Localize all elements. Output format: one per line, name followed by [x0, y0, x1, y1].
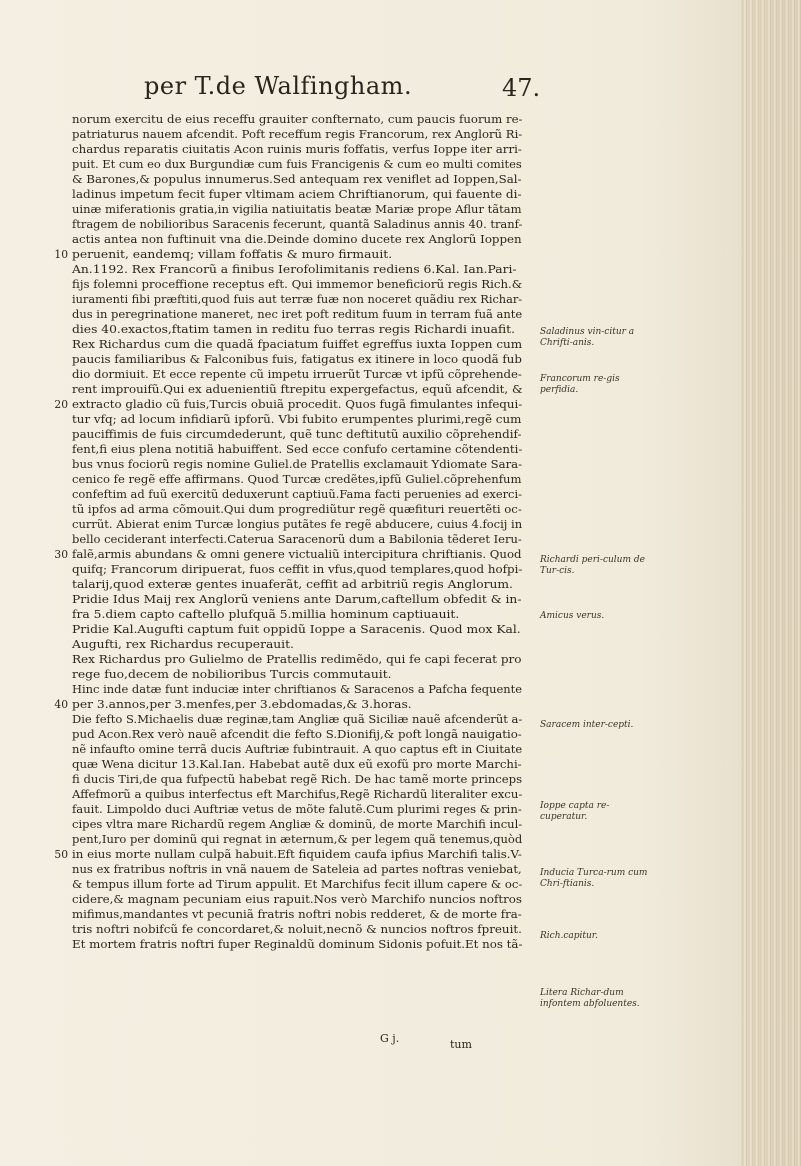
text-line: [54, 247, 522, 262]
text-line: [72, 802, 522, 817]
text-line: [54, 547, 522, 562]
line-text: chardus reparatis ciuitatis Acon ruinis muris foffatis, verfus Ioppe iter arri-: [72, 143, 522, 156]
line-text: nẽ infaufto omine terrã ducis Auftriæ fubintrauit. A quo captus eft in Ciuitate: [72, 743, 523, 756]
line-text: puit. Et cum eo dux Burgundiæ cum fuis Francigenis & cum eo multi comites: [72, 158, 522, 171]
line-text: quæ Wena dicitur 13.Kal.Ian. Habebat autẽ dux eũ exofũ pro morte Marchi-: [72, 758, 522, 771]
line-text: talarij,quod exteræ gentes inuaferãt, ceffit ad arbitriũ regis Anglorum.: [72, 578, 513, 591]
line-text: currũt. Abierat enim Turcæ longius putãtes fe regẽ abducere, cuius 4.focij in: [72, 518, 523, 531]
line-text: dus in peregrinatione maneret, nec iret poft reditum fuum in terram fuã ante: [72, 308, 523, 321]
line-text: tris noftri nobifcũ fe concordaret,& noluit,necnõ & nuncios noftros fpreuit.: [72, 923, 522, 936]
line-number: 30: [54, 548, 68, 561]
page-header: [140, 72, 700, 108]
line-text: fra 5.diem capto caftello plufquã 5.millia hominum captiuauit.: [72, 608, 460, 621]
text-line: [72, 667, 522, 682]
text-line: [72, 502, 522, 517]
text-line: [72, 577, 522, 592]
line-text: Et mortem fratris noftri fuper Reginaldũ dominum Sidonis pofuit.Et nos tã-: [72, 938, 523, 951]
line-text: norum exercitu de eius receffu grauiter confternato, cum paucis fuorum re-: [72, 113, 523, 126]
text-line: [54, 397, 523, 412]
text-line: [72, 607, 522, 622]
margin-note-rich: Rich.capitur.: [540, 931, 598, 941]
text-line: [72, 562, 522, 577]
text-line: [72, 142, 522, 157]
text-line: [72, 772, 522, 787]
line-text: fauit. Limpoldo duci Auftriæ vetus de mõte falutẽ.Cum plurimi reges & prin-: [72, 803, 522, 816]
text-line: [72, 517, 522, 532]
line-text: & tempus illum forte ad Tirum appulit. Et Marchifus fecit illum capere & oc-: [72, 878, 523, 891]
line-text: cenico fe regẽ effe affirmans. Quod Turcæ credẽtes,ipfũ Guliel.cõprehenfum: [72, 473, 522, 486]
line-text: pauciffimis de fuis circumdederunt, quẽ tunc deftitutũ auxilio cõprehendif-: [72, 428, 522, 441]
catchword-line: [380, 1032, 500, 1052]
text-line: [72, 472, 522, 487]
text-line: [72, 817, 522, 832]
text-line: [72, 232, 522, 247]
text-line: [72, 262, 522, 277]
text-line: [72, 907, 522, 922]
line-text: fent,fi eius plena notitiã habuiffent. Sed ecce confufo certamine cõtendenti-: [72, 443, 523, 456]
line-number: 50: [54, 848, 68, 861]
text-line: [72, 457, 522, 472]
text-line: [72, 532, 522, 547]
line-text: extracto gladio cũ fuis,Turcis obuiã procedit. Quos fugã fimulantes infequi-: [72, 398, 523, 411]
catchword: tum: [450, 1038, 472, 1051]
text-line: [72, 787, 522, 802]
line-text: ftragem de nobilioribus Saracenis fecerunt, quantã Saladinus annis 40. tranf-: [72, 218, 523, 231]
text-line: [72, 112, 522, 127]
folio-number: 47.: [502, 74, 541, 102]
line-text: Hinc inde datæ funt induciæ inter chriftianos & Saracenos a Pafcha fequente: [72, 683, 523, 696]
page-binding-edge: [741, 0, 801, 1166]
text-line: [54, 697, 522, 712]
line-text: Rex Richardus pro Gulielmo de Pratellis redimẽdo, qui fe capi fecerat pro: [72, 653, 522, 666]
line-text: Rex Richardus cum die quadã fpaciatum fuiffet egreffus iuxta Ioppen cum: [72, 338, 523, 351]
line-text: dies 40.exactos,ftatim tamen in reditu fuo terras regis Richardi inuafit.: [72, 323, 516, 336]
line-text: rent improuifũ.Qui ex aduenientiũ ftrepitu expergefactus, equũ afcendit, &: [72, 383, 523, 396]
text-line: [72, 862, 522, 877]
line-text: bus vnus fociorũ regis nomine Guliel.de Pratellis exclamauit Ydiomate Sara-: [72, 458, 523, 471]
text-line: [72, 307, 522, 322]
text-line: [72, 877, 522, 892]
line-text: nus ex fratribus noftris in vnã nauem de Sateleia ad partes noftras veniebat,: [72, 863, 522, 876]
line-text: actis antea non fuftinuit vna die.Deinde domino ducete rex Anglorũ Ioppen: [72, 233, 522, 246]
text-line: [72, 157, 522, 172]
text-line: [72, 757, 522, 772]
text-line: [72, 127, 522, 142]
text-line: [72, 832, 522, 847]
line-text: & Barones,& populus innumerus.Sed antequam rex veniflet ad Ioppen,Sal-: [72, 173, 522, 186]
margin-note-ioppe: Ioppe capta re-cuperatur.: [540, 801, 610, 822]
line-text: pent,Iuro per dominũ qui regnat in æternum,& per legem quã tenemus,quòd: [72, 833, 523, 846]
line-number: 20: [54, 398, 68, 411]
text-line: [72, 352, 522, 367]
text-line: [72, 412, 522, 427]
line-text: Pridie Kal.Augufti captum fuit oppidũ Ioppe a Saracenis. Quod mox Kal.: [72, 623, 521, 636]
line-text: falẽ,armis abundans & omni genere victualiũ intercipitura chriftianis. Quod: [72, 548, 522, 561]
line-text: ladinus impetum fecit fuper vltimam aciem Chriftianorum, qui fauente di-: [72, 188, 522, 201]
text-line: [72, 592, 522, 607]
text-line: [72, 487, 522, 502]
margin-note-saracem: Saracem inter-cepti.: [540, 720, 634, 730]
text-line: [72, 292, 522, 307]
line-text: An.1192. Rex Francorũ a finibus Ierofolimitanis rediens 6.Kal. Ian.Pari-: [72, 263, 517, 276]
line-text: uinæ miferationis gratia,in vigilia natiuitatis beatæ Mariæ prope Aflur tãtam: [72, 203, 522, 216]
line-text: cipes vltra mare Richardũ regem Angliæ & dominũ, de morte Marchifi incul-: [72, 818, 523, 831]
line-text: mifimus,mandantes vt pecuniã fratris noftri nobis redderet, & de morte fra-: [72, 908, 522, 921]
text-line: [72, 637, 522, 652]
line-text: pud Acon.Rex verò nauẽ afcendit die fefto S.Dionifij,& poft longã nauigatio-: [72, 728, 522, 741]
line-text: Die fefto S.Michaelis duæ reginæ,tam Angliæ quã Siciliæ nauẽ afcenderũt a-: [72, 713, 523, 726]
text-line: [72, 217, 522, 232]
text-line: [72, 937, 522, 952]
margin-note-saladinus: Saladinus vin-citur a Chrifti-anis.: [540, 327, 635, 348]
line-text: Augufti, rex Richardus recuperauit.: [72, 638, 294, 651]
running-title: per T.de Walfingham.: [144, 72, 413, 100]
line-text: patriaturus nauem afcendit. Poft receffum regis Francorum, rex Anglorũ Ri-: [72, 128, 523, 141]
line-text: iuramenti fibi præftiti,quod fuis aut terræ fuæ non noceret quãdiu rex Richar-: [72, 293, 523, 306]
text-line: [72, 187, 522, 202]
text-line: [72, 277, 522, 292]
line-text: quifq; Francorum diripuerat, fuos ceffit in vfus,quod templares,quod hofpi-: [72, 563, 523, 576]
text-line: [72, 652, 522, 667]
main-text-block: [54, 112, 523, 952]
line-text: cidere,& magnam pecuniam eius rapuit.Nos verò Marchifo nuncios noftros: [72, 893, 522, 906]
margin-note-litera: Litera Richar-dum infontem abfoluentes.: [540, 988, 640, 1009]
text-line: [54, 847, 522, 862]
text-line: [72, 442, 522, 457]
line-text: Pridie Idus Maij rex Anglorũ veniens ante Darum,caftellum obfedit & in-: [72, 593, 522, 606]
line-text: rege fuo,decem de nobilioribus Turcis commutauit.: [72, 668, 392, 681]
text-line: [72, 172, 522, 187]
line-text: in eius morte nullam culpã habuit.Eft fiquidem caufa ipfius Marchifi talis.V-: [72, 848, 522, 861]
line-number: 10: [54, 248, 68, 261]
text-line: [72, 892, 522, 907]
line-text: fi ducis Tiri,de qua fufpectũ habebat regẽ Rich. De hac tamẽ morte princeps: [72, 773, 523, 786]
line-text: bello ceciderant interfecti.Caterua Saracenorũ dum a Babilonia tẽderet Ieru-: [72, 533, 522, 546]
text-line: [72, 322, 522, 337]
text-line: [72, 202, 522, 217]
text-line: [72, 922, 522, 937]
line-text: tũ ipfos ad arma cõmouit.Qui dum progrediũtur regẽ quæfituri reuertẽti oc-: [72, 503, 522, 516]
text-line: [72, 367, 522, 382]
line-text: confeftim ad fuũ exercitũ deduxerunt captiuũ.Fama facti peruenies ad exerci-: [72, 488, 522, 501]
line-number: 40: [54, 698, 68, 711]
text-line: [72, 742, 522, 757]
line-text: Affefmorũ a quibus interfectus eft Marchifus,Regẽ Richardũ literaliter excu-: [72, 788, 523, 801]
line-text: fijs folemni proceffione receptus eft. Qui immemor beneficiorũ regis Rich.&: [72, 278, 523, 291]
signature-mark: G j.: [380, 1032, 400, 1045]
line-text: per 3.annos,per 3.menfes,per 3.ebdomadas,& 3.horas.: [72, 698, 412, 711]
text-line: [72, 427, 522, 442]
margin-note-richardi: Richardi peri-culum de Tur-cis.: [540, 555, 645, 576]
line-text: tur vfq; ad locum infidiarũ ipforũ. Vbi fubito erumpentes plurimi,regẽ cum: [72, 413, 522, 426]
margin-note-inducia: Inducia Turca-rum cum Chri-ftianis.: [540, 868, 648, 889]
text-line: [72, 682, 522, 697]
line-text: peruenit, eandemq; villam foffatis & muro firmauit.: [72, 248, 393, 261]
text-line: [72, 727, 522, 742]
margin-note-amicus: Amicus verus.: [540, 611, 605, 621]
text-line: [72, 622, 522, 637]
line-text: paucis familiaribus & Falconibus fuis, fatigatus ex itinere in loco quodã fub: [72, 353, 522, 366]
text-line: [72, 337, 522, 352]
text-line: [72, 712, 522, 727]
line-text: dio dormiuit. Et ecce repente cũ impetu irruerũt Turcæ vt ipfũ cõprehende-: [72, 368, 522, 381]
margin-note-francorum: Francorum re-gis perfidia.: [540, 374, 620, 395]
text-line: [72, 382, 522, 397]
